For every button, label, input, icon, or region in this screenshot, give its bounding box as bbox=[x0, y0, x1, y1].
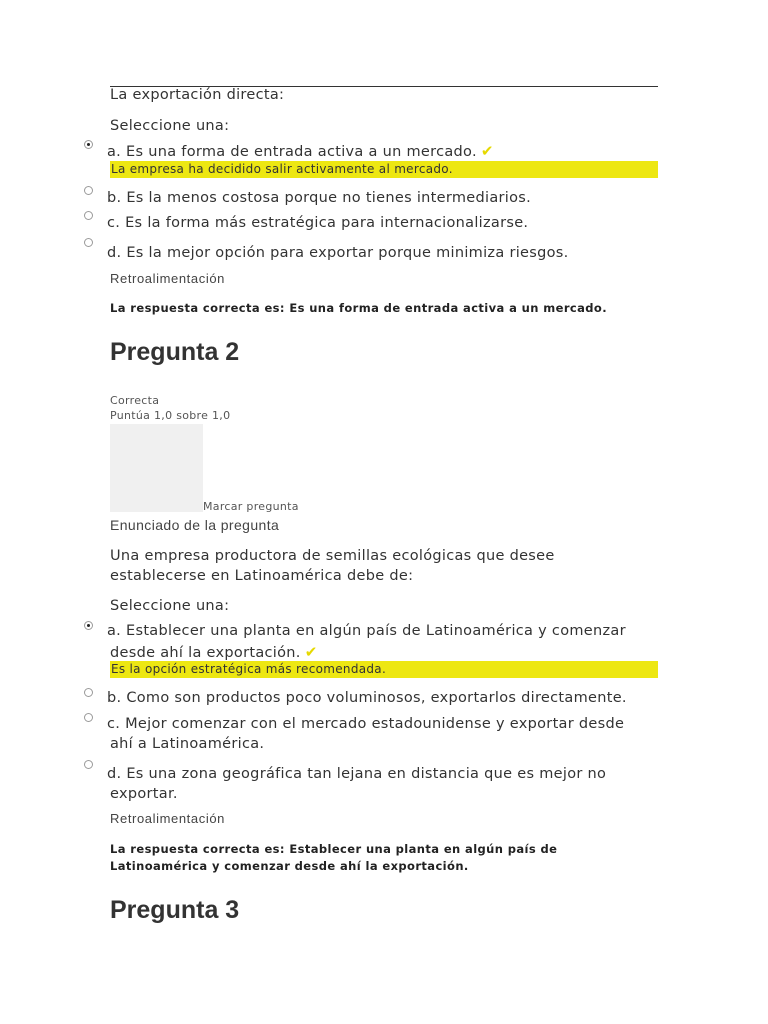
question-3-heading: Pregunta 3 bbox=[110, 896, 240, 924]
flag-question-link[interactable]: Marcar pregunta bbox=[203, 500, 299, 513]
q2-prompt-line2: establecerse en Latinoamérica debe de: bbox=[110, 568, 414, 584]
q2-correct-answer-line2: Latinoamérica y comenzar desde ahí la exportación. bbox=[110, 859, 469, 873]
q1-option-c-radio[interactable] bbox=[84, 211, 93, 220]
q2-option-b-radio[interactable] bbox=[84, 688, 93, 697]
question-1-prompt: La exportación directa: bbox=[110, 87, 285, 103]
q2-status: Correcta bbox=[110, 394, 160, 407]
q1-option-b[interactable]: b. Es la menos costosa porque no tienes intermediarios. bbox=[107, 190, 532, 206]
q1-option-a-label: a. Es una forma de entrada activa a un mercado. bbox=[107, 144, 477, 160]
q2-option-d-line2[interactable]: exportar. bbox=[110, 786, 178, 802]
q2-option-feedback: Es la opción estratégica más recomendada. bbox=[110, 661, 658, 678]
q2-score: Puntúa 1,0 sobre 1,0 bbox=[110, 409, 231, 422]
q1-option-a[interactable] bbox=[107, 142, 494, 160]
q2-option-c-radio[interactable] bbox=[84, 713, 93, 722]
question-2-heading: Pregunta 2 bbox=[110, 338, 240, 366]
q1-option-a-radio[interactable] bbox=[84, 140, 93, 149]
q2-option-c-line1[interactable]: c. Mejor comenzar con el mercado estadounidense y exportar desde bbox=[107, 716, 625, 732]
flag-icon[interactable] bbox=[110, 424, 203, 512]
question-statement-label: Enunciado de la pregunta bbox=[110, 517, 280, 533]
q2-prompt-line1: Una empresa productora de semillas ecológicas que desee bbox=[110, 548, 555, 564]
q1-option-feedback: La empresa ha decidido salir activamente al mercado. bbox=[110, 161, 658, 178]
q1-option-d-radio[interactable] bbox=[84, 238, 93, 247]
select-one-label-2: Seleccione una: bbox=[110, 598, 230, 614]
q2-option-a-radio[interactable] bbox=[84, 621, 93, 630]
q2-option-a-line1[interactable]: a. Establecer una planta en algún país de Latinoamérica y comenzar bbox=[107, 623, 626, 639]
q2-correct-answer-line1: La respuesta correcta es: Establecer una planta en algún país de bbox=[110, 842, 558, 856]
q1-correct-answer: La respuesta correcta es: Es una forma de entrada activa a un mercado. bbox=[110, 301, 607, 315]
q2-option-d-radio[interactable] bbox=[84, 760, 93, 769]
select-one-label: Seleccione una: bbox=[110, 118, 230, 134]
q1-option-b-radio[interactable] bbox=[84, 186, 93, 195]
q1-feedback-label: Retroalimentación bbox=[110, 271, 225, 286]
q1-option-c[interactable]: c. Es la forma más estratégica para internacionalizarse. bbox=[107, 215, 529, 231]
check-icon: ✔ bbox=[304, 643, 318, 661]
q2-option-b[interactable]: b. Como son productos poco voluminosos, exportarlos directamente. bbox=[107, 690, 627, 706]
check-icon: ✔ bbox=[480, 142, 494, 160]
q2-option-a-line2-label: desde ahí la exportación. bbox=[110, 645, 301, 661]
q1-option-d[interactable]: d. Es la mejor opción para exportar porque minimiza riesgos. bbox=[107, 245, 569, 261]
q2-feedback-label: Retroalimentación bbox=[110, 811, 225, 826]
q2-option-c-line2[interactable]: ahí a Latinoamérica. bbox=[110, 736, 265, 752]
q2-option-d-line1[interactable]: d. Es una zona geográfica tan lejana en distancia que es mejor no bbox=[107, 766, 607, 782]
q2-option-a-line2[interactable] bbox=[110, 643, 318, 661]
